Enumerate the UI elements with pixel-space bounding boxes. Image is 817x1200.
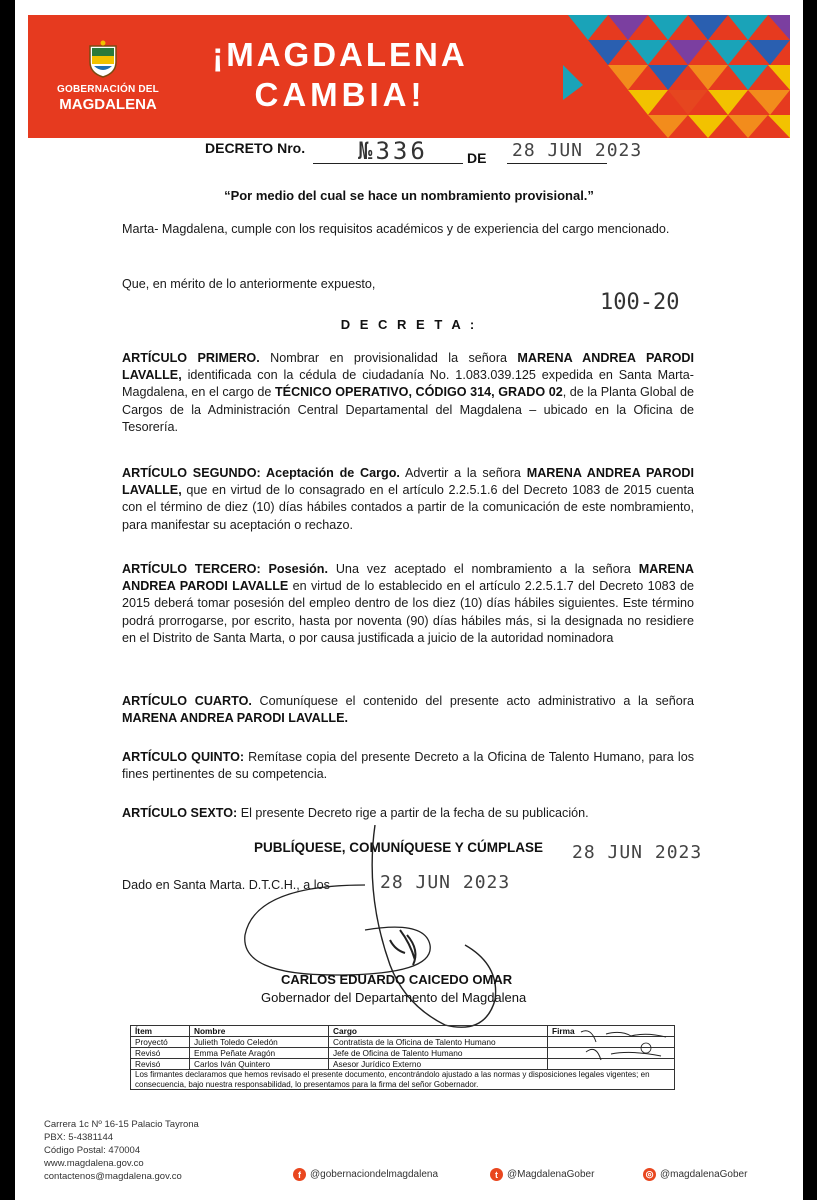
article-2: ARTÍCULO SEGUNDO: Aceptación de Cargo. Advertir a la señora MARENA ANDREA PARODI LAVALLE, que en virtud de lo consagrado en el artículo 2.2.5.1.6 del Decreto 1083 de 2015 cuenta con el término de diez (10) días hábiles contados a partir de la comunicación de este nombramiento, para manifestar su aceptación o rechazo. <box>122 466 694 532</box>
decree-title: “Por medio del cual se hace un nombramiento provisional.” <box>224 188 594 203</box>
decree-date-stamp: 28 JUN 2023 <box>512 140 643 161</box>
decree-label: DECRETO Nro. <box>205 140 306 156</box>
review-table-header: Ítem Nombre Cargo Firma <box>131 1026 675 1037</box>
article-6: ARTÍCULO SEXTO: El presente Decreto rige a partir de la fecha de su publicación. <box>122 806 589 820</box>
table-row: Revisó Carlos Iván Quintero Asesor Jurídico Externo <box>131 1059 675 1070</box>
twitter-icon: t <box>490 1168 503 1181</box>
review-table <box>130 1025 675 1090</box>
given-at-text: Dado en Santa Marta. D.T.C.H., a los <box>122 878 330 892</box>
merit-paragraph: Que, en mérito de lo anteriormente expuesto, <box>122 277 376 291</box>
slogan: ¡MAGDALENA CAMBIA! <box>212 36 468 113</box>
governor-signature-drawing <box>215 825 535 1040</box>
header-banner <box>28 15 790 138</box>
decreta-heading: D E C R E T A : <box>340 317 478 332</box>
decree-number-stamp: №336 <box>358 137 428 165</box>
given-date-stamp: 28 JUN 2023 <box>380 872 511 893</box>
facebook-icon: f <box>293 1168 306 1181</box>
handwritten-reference: 100-20 <box>600 290 680 315</box>
facebook-link[interactable]: f @gobernaciondelmagdalena <box>293 1168 438 1181</box>
triangle-pattern <box>508 15 790 138</box>
instagram-link[interactable]: ◎ @magdalenaGober <box>643 1168 747 1181</box>
footer-contact: Carrera 1c Nº 16-15 Palacio Tayrona PBX: 5-4381144 Código Postal: 470004 www.magdalena.gov.co contactenos@magdalena.gov.co <box>44 1119 199 1182</box>
website-link[interactable]: www.magdalena.gov.co <box>44 1158 144 1169</box>
table-row: Proyectó Julieth Toledo Celedón Contratista de la Oficina de Talento Humano <box>131 1037 675 1048</box>
article-1: ARTÍCULO PRIMERO. Nombrar en provisionalidad la señora MARENA ANDREA PARODI LAVALLE, identificada con la cédula de ciudadanía No. 1.083.039.125 expedida en Santa Marta- Magdalena, en el cargo de TÉCNICO OPERATIVO, CÓDIGO 314, GRADO 02, de la Planta Global de Cargos de la Administración Central Departamental del Magdalena – ubicado en la Oficina de Tesorería. <box>122 351 694 434</box>
institution-name: GOBERNACIÓN DEL MAGDALENA <box>57 84 159 113</box>
decree-date-line <box>507 163 607 164</box>
review-table-footnote: Los firmantes declaramos que hemos revisado el presente documento, encontrándolo ajustado a las normas y disposiciones legales vigentes; en consecuencia, bajo nuestra responsabilidad, lo presentamos para la firma del señor Gobernador. <box>131 1070 675 1090</box>
article-3: ARTÍCULO TERCERO: Posesión. Una vez aceptado el nombramiento a la señora MARENA ANDREA PARODI LAVALLE en virtud de lo establecido en el artículo 2.2.5.1.7 del Decreto 1083 de 2015 deberá tomar posesión del empleo dentro de los diez (10) días hábiles siguientes. Este término podrá prorrogarse, por escrito, hasta por noventa (90) días hábiles más, si la designada no residiere en el Distrito de Santa Marta, o por causa justificada a juicio de la autoridad nominadora <box>122 562 694 645</box>
signatory-role: Gobernador del Departamento del Magdalena <box>261 990 527 1005</box>
twitter-link[interactable]: t @MagdalenaGober <box>490 1168 594 1181</box>
publish-statement: PUBLÍQUESE, COMUNÍQUESE Y CÚMPLASE <box>254 840 544 855</box>
document-page <box>15 0 803 1200</box>
table-row: Revisó Emma Peñate Aragón Jefe de Oficina de Talento Humano <box>131 1048 675 1059</box>
article-4: ARTÍCULO CUARTO. Comuníquese el contenido del presente acto administrativo a la señora MARENA ANDREA PARODI LAVALLE. <box>122 694 694 726</box>
email-link[interactable]: contactenos@magdalena.gov.co <box>44 1171 182 1182</box>
decree-date-label: DE <box>467 150 487 166</box>
signatory-name: CARLOS EDUARDO CAICEDO OMAR <box>281 972 513 987</box>
publish-date-stamp: 28 JUN 2023 <box>572 842 703 863</box>
coat-of-arms-logo <box>86 40 120 78</box>
intro-paragraph: Marta- Magdalena, cumple con los requisitos académicos y de experiencia del cargo mencionado. <box>122 222 670 236</box>
article-5: ARTÍCULO QUINTO: Remítase copia del presente Decreto a la Oficina de Talento Humano, para los fines pertinentes de su competencia. <box>122 750 694 782</box>
instagram-icon: ◎ <box>643 1168 656 1181</box>
